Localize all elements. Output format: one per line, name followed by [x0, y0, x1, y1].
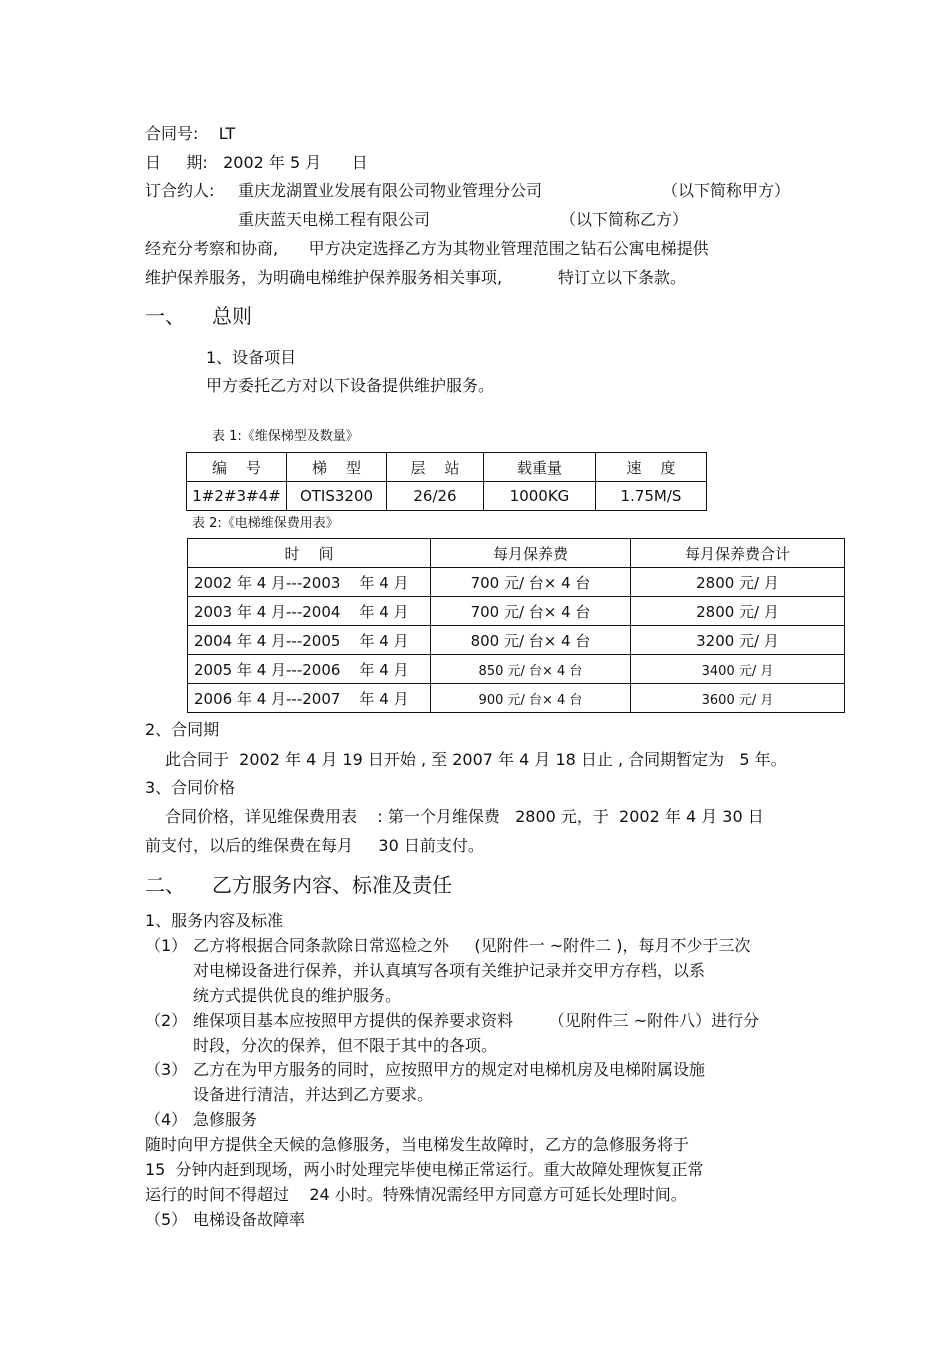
item-1-title: 1、设备项目 — [206, 348, 297, 367]
party-a-name: 重庆龙湖置业发展有限公司物业管理分公司 — [238, 181, 543, 200]
table-header-cell: 层 站 — [387, 453, 484, 482]
fee-table — [187, 538, 845, 713]
para-4-number: （4） — [145, 1110, 188, 1129]
table-cell: 3600 元/ 月 — [631, 684, 845, 713]
term-text: 此合同于 2002 年 4 月 19 日开始 , 至 2007 年 4 月 18 日止 , 合同期暂定为 5 年。 — [165, 750, 787, 769]
para-5-title: 电梯设备故障率 — [193, 1210, 306, 1229]
table-row — [188, 684, 845, 713]
term-title: 2、合同期 — [145, 720, 220, 739]
party-a-note: （以下简称甲方） — [662, 181, 791, 200]
para-4-line-3: 运行的时间不得超过 24 小时。特殊情况需经甲方同意方可延长处理时间。 — [145, 1185, 687, 1204]
para-4-line-2: 15 分钟内赶到现场，两小时处理完毕使电梯正常运行。重大故障处理恢复正常 — [145, 1160, 704, 1179]
table-cell: 1000KG — [484, 482, 596, 511]
table-cell: 2006 年 4 月---2007 年 4 月 — [188, 684, 431, 713]
service-subtitle: 1、服务内容及标准 — [145, 911, 284, 930]
para-4-line-1: 随时向甲方提供全天候的急修服务，当电梯发生故障时，乙方的急修服务将于 — [145, 1135, 690, 1154]
table-cell: 2800 元/ 月 — [631, 597, 845, 626]
table-row — [188, 597, 845, 626]
table-cell: 900 元/ 台× 4 台 — [431, 684, 631, 713]
para-3-line-1: 乙方在为甲方服务的同时，应按照甲方的规定对电梯机房及电梯附属设施 — [193, 1060, 706, 1079]
table-row — [188, 655, 845, 684]
table-row — [187, 482, 707, 511]
table-2-caption: 表 2:《电梯维保费用表》 — [192, 516, 339, 531]
table-cell: 850 元/ 台× 4 台 — [431, 655, 631, 684]
table-header-cell: 速 度 — [596, 453, 707, 482]
table-header-cell: 每月保养费 — [431, 539, 631, 568]
party-b-note: （以下简称乙方） — [560, 210, 689, 229]
para-3-line-2: 设备进行清洁，并达到乙方要求。 — [193, 1085, 434, 1104]
table-cell: 700 元/ 台× 4 台 — [431, 568, 631, 597]
table-header-cell: 每月保养费合计 — [631, 539, 845, 568]
table-header-row — [188, 539, 845, 568]
table-cell: 2002 年 4 月---2003 年 4 月 — [188, 568, 431, 597]
para-1-line-2: 对电梯设备进行保养，并认真填写各项有关维护记录并交甲方存档，以系 — [193, 961, 706, 980]
para-1-number: （1） — [145, 936, 188, 955]
table-row — [188, 568, 845, 597]
para-4-title: 急修服务 — [193, 1110, 258, 1129]
price-line-2: 前支付，以后的维保费在每月 30 日前支付。 — [145, 836, 484, 855]
table-1-caption: 表 1:《维保梯型及数量》 — [212, 429, 359, 444]
table-header-cell: 编 号 — [187, 453, 287, 482]
para-3-number: （3） — [145, 1060, 188, 1079]
party-label: 订合约人: — [145, 181, 215, 200]
item-1-text: 甲方委托乙方对以下设备提供维护服务。 — [206, 376, 495, 395]
table-cell: 2003 年 4 月---2004 年 4 月 — [188, 597, 431, 626]
para-5-number: （5） — [145, 1210, 188, 1229]
para-2-line-1: 维保项目基本应按照甲方提供的保养要求资料 （见附件三 ~附件八）进行分 — [193, 1011, 760, 1030]
table-header-cell: 时 间 — [188, 539, 431, 568]
table-header-cell: 载重量 — [484, 453, 596, 482]
section-2-number: 二、 — [145, 873, 185, 897]
table-cell: 2800 元/ 月 — [631, 568, 845, 597]
section-1-title: 总则 — [212, 304, 252, 328]
table-cell: 3400 元/ 月 — [631, 655, 845, 684]
table-cell: 1.75M/S — [596, 482, 707, 511]
table-cell: 2005 年 4 月---2006 年 4 月 — [188, 655, 431, 684]
table-header-row — [187, 453, 707, 482]
contract-date: 日 期: 2002 年 5 月 日 — [145, 153, 368, 172]
table-cell: 26/26 — [387, 482, 484, 511]
contract-number: 合同号: LT — [145, 124, 236, 143]
equipment-table — [186, 452, 707, 511]
table-cell: 2004 年 4 月---2005 年 4 月 — [188, 626, 431, 655]
table-header-cell: 梯 型 — [287, 453, 387, 482]
para-2-number: （2） — [145, 1011, 188, 1030]
table-cell: 1#2#3#4# — [187, 482, 287, 511]
intro-line-1: 经充分考察和协商, 甲方决定选择乙方为其物业管理范围之钻石公寓电梯提供 — [145, 239, 709, 258]
table-cell: OTIS3200 — [287, 482, 387, 511]
section-2-title: 乙方服务内容、标准及责任 — [212, 873, 452, 897]
intro-line-2: 维护保养服务，为明确电梯维护保养服务相关事项, 特订立以下条款。 — [145, 268, 687, 287]
table-cell: 3200 元/ 月 — [631, 626, 845, 655]
party-b-name: 重庆蓝天电梯工程有限公司 — [238, 210, 431, 229]
table-cell: 800 元/ 台× 4 台 — [431, 626, 631, 655]
para-1-line-1: 乙方将根据合同条款除日常巡检之外 (见附件一 ~附件二 )，每月不少于三次 — [193, 936, 751, 955]
table-row — [188, 626, 845, 655]
table-cell: 700 元/ 台× 4 台 — [431, 597, 631, 626]
price-line-1: 合同价格，详见维保费用表 : 第一个月维保费 2800 元，于 2002 年 4 月 30 日 — [165, 807, 764, 826]
para-1-line-3: 统方式提供优良的维护服务。 — [193, 986, 402, 1005]
price-title: 3、合同价格 — [145, 778, 236, 797]
section-1-number: 一、 — [145, 304, 185, 328]
para-2-line-2: 时段，分次的保养，但不限于其中的各项。 — [193, 1036, 498, 1055]
